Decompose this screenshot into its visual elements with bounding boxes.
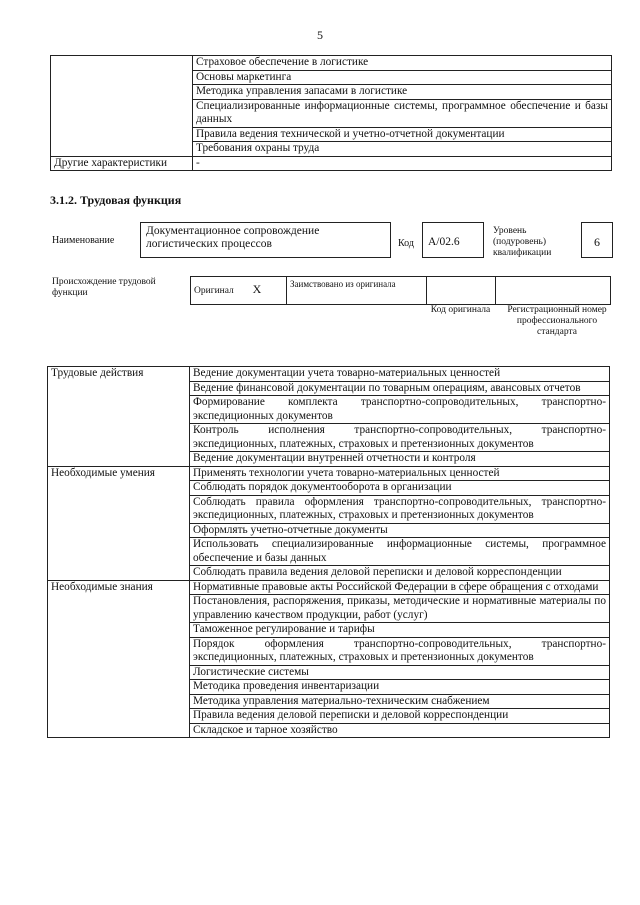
table-row: Контроль исполнения транспортно-сопроводительных, транспортно-экспедиционных, платежных, страховых и претензионных документов <box>190 424 610 452</box>
table-row: Складское и тарное хозяйство <box>190 723 610 738</box>
table-row: Правила ведения технической и учетно-отчетной документации <box>193 127 612 142</box>
table-row: Методика управления материально-техническим снабжением <box>190 694 610 709</box>
table-row: Таможенное регулирование и тарифы <box>190 623 610 638</box>
code-label: Код <box>398 238 414 249</box>
other-characteristics-label: Другие характеристики <box>51 156 193 171</box>
original-mark: X <box>252 282 262 297</box>
skills-label: Необходимые умения <box>48 466 190 580</box>
code-original-cell <box>427 277 496 305</box>
table-row: Требования охраны труда <box>193 142 612 157</box>
table-row: Ведение финансовой документации по товарным операциям, авансовых отчетов <box>190 381 610 396</box>
competencies-table-continued <box>50 55 612 171</box>
table-row: Соблюдать правила ведения деловой переписки и деловой корреспонденции <box>190 566 610 581</box>
table-row: Ведение документации внутренней отчетности и контроля <box>190 452 610 467</box>
reg-number-label: Регистрационный номер профессионального стандарта <box>507 305 607 337</box>
level-label: Уровень (подуровень) квалификации <box>493 226 552 258</box>
table-row: Порядок оформления транспортно-сопроводительных, транспортно-экспедиционных, платежных, страховых и претензионных документов <box>190 637 610 665</box>
empty-label-cell <box>51 56 193 157</box>
table-row: Страховое обеспечение в логистике <box>193 56 612 71</box>
code-box <box>422 222 484 258</box>
table-row: Использовать специализированные информационные системы, программное обеспечение и базы данных <box>190 538 610 566</box>
borrowed-label: Заимствовано из оригинала <box>287 277 427 305</box>
table-row: Правила ведения деловой переписки и деловой корреспонденции <box>190 709 610 724</box>
origin-label: Происхождение трудовой функции <box>52 277 156 298</box>
code-original-label: Код оригинала <box>430 305 491 315</box>
table-row: Методика проведения инвентаризации <box>190 680 610 695</box>
table-row: Нормативные правовые акты Российской Федерации в сфере обращения с отходами <box>190 580 610 595</box>
table-row: Основы маркетинга <box>193 70 612 85</box>
labor-actions-label: Трудовые действия <box>48 367 190 467</box>
table-row: Постановления, распоряжения, приказы, методические и нормативные материалы по управлению качеством продукции, работ (услуг) <box>190 595 610 623</box>
table-row: Логистические системы <box>190 665 610 680</box>
page-number: 5 <box>317 28 323 42</box>
table-row: Ведение документации учета товарно-материальных ценностей <box>190 367 610 382</box>
code-value: А/02.6 <box>428 236 460 248</box>
origin-table <box>190 276 611 305</box>
knowledge-label: Необходимые знания <box>48 580 190 738</box>
table-row: Соблюдать порядок документооборота в организации <box>190 481 610 496</box>
original-cell <box>191 277 287 305</box>
reg-number-cell <box>496 277 611 305</box>
function-name: Документационное сопровождение логистических процессов <box>146 225 320 250</box>
table-row: Формирование комплекта транспортно-сопроводительных, транспортно-экспедиционных документов <box>190 396 610 424</box>
table-row: Методика управления запасами в логистике <box>193 85 612 100</box>
table-row: Специализированные информационные системы, программное обеспечение и базы данных <box>193 99 612 127</box>
function-name-box <box>140 222 391 258</box>
table-row: Соблюдать правила оформления транспортно-сопроводительных, транспортно-экспедиционных, платежных, страховых и претензионных документов <box>190 495 610 523</box>
name-label: Наименование <box>52 235 115 246</box>
table-row: Оформлять учетно-отчетные документы <box>190 523 610 538</box>
level-value: 6 <box>594 235 600 249</box>
other-characteristics-value: - <box>193 156 612 171</box>
labor-function-table <box>47 366 610 738</box>
section-title: 3.1.2. Трудовая функция <box>50 193 182 207</box>
level-box <box>581 222 613 258</box>
table-row: Применять технологии учета товарно-материальных ценностей <box>190 466 610 481</box>
original-label: Оригинал <box>194 286 234 297</box>
